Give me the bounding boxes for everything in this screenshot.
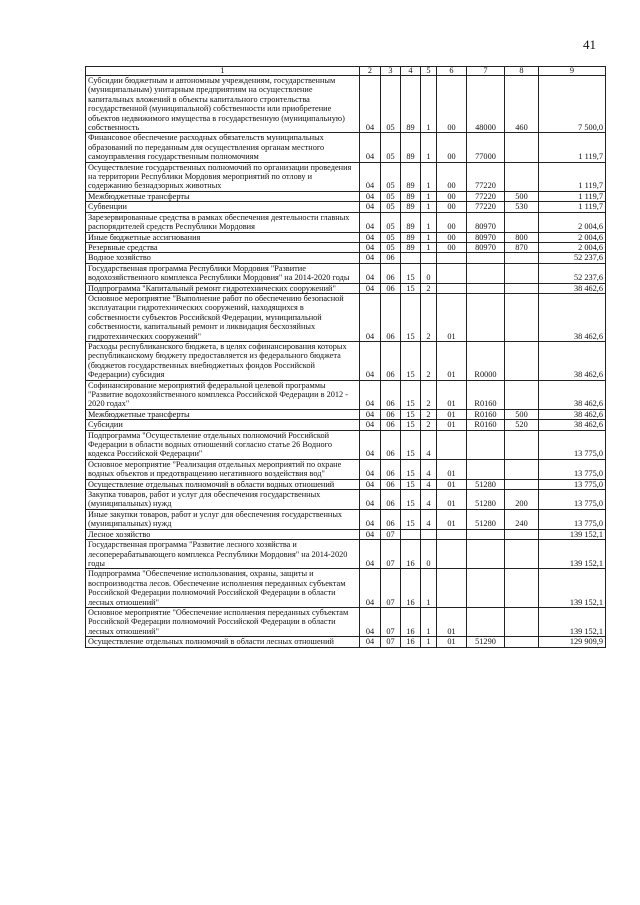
program-code-cell: 15 [401,263,421,283]
program-code-cell: 15 [401,293,421,341]
program-code-cell: 89 [401,162,421,191]
program-code-cell: 16 [401,607,421,636]
expense-type-cell: 240 [505,509,539,529]
subsection-code-cell: 05 [381,133,401,162]
row-name-cell: Основное мероприятие "Реализация отдельных мероприятий по охране водных объектов и предотвращению негативного воздействия вод" [86,459,360,479]
section-code-cell: 04 [360,540,381,569]
row-name-cell: Софинансирование мероприятий федеральной целевой программы "Развитие водохозяйственного комплекса Российской Федерации в 2012 - 2020 годах" [86,380,360,409]
subsection-code-cell: 07 [381,607,401,636]
subsection-code-cell: 06 [381,409,401,419]
program-code-cell: 89 [401,191,421,201]
row-name-cell: Межбюджетные трансферты [86,191,360,201]
program-code-cell: 89 [401,232,421,242]
row-name-cell: Основное мероприятие "Обеспечение исполнения переданных субъектам Российской Федерации полномочий Российской Федерации в области лесных отношений" [86,607,360,636]
expense-type-cell [505,430,539,459]
subsection-code-cell: 05 [381,232,401,242]
table-row [86,509,606,529]
program-code-cell: 15 [401,479,421,489]
program-code-cell: 15 [401,490,421,510]
subsection-code-cell: 05 [381,212,401,232]
subprogram-code-cell: 4 [421,459,437,479]
expense-type-cell: 500 [505,409,539,419]
subsection-code-cell: 06 [381,263,401,283]
subsection-code-cell: 06 [381,430,401,459]
subprogram-code-cell: 1 [421,191,437,201]
amount-cell: 1 119,7 [539,133,606,162]
direction-code-cell: 80970 [467,232,505,242]
amount-cell: 1 119,7 [539,191,606,201]
section-code-cell: 04 [360,76,381,133]
measure-code-cell [437,569,467,608]
expense-type-cell: 530 [505,202,539,212]
expense-type-cell [505,212,539,232]
subsection-code-cell: 06 [381,380,401,409]
section-code-cell: 04 [360,263,381,283]
section-code-cell: 04 [360,637,381,647]
expense-type-cell [505,540,539,569]
section-code-cell: 04 [360,380,381,409]
amount-cell: 2 004,6 [539,212,606,232]
table-row [86,293,606,341]
measure-code-cell: 01 [437,607,467,636]
subsection-code-cell: 07 [381,540,401,569]
subprogram-code-cell: 4 [421,490,437,510]
expense-type-cell: 460 [505,76,539,133]
table-row [86,191,606,201]
table-row [86,242,606,252]
column-header-2: 2 [360,67,381,76]
program-code-cell: 89 [401,212,421,232]
measure-code-cell [437,540,467,569]
column-header-9: 9 [539,67,606,76]
measure-code-cell: 01 [437,380,467,409]
table-row [86,430,606,459]
column-header-3: 3 [381,67,401,76]
subsection-code-cell: 06 [381,509,401,529]
measure-code-cell [437,263,467,283]
row-name-cell: Осуществление государственных полномочий по организации проведения на территории Республики Мордовия мероприятий по отлову и содержанию безнадзорных животных [86,162,360,191]
row-name-cell: Осуществление отдельных полномочий в области водных отношений [86,479,360,489]
amount-cell: 38 462,6 [539,293,606,341]
direction-code-cell [467,263,505,283]
section-code-cell: 04 [360,490,381,510]
expense-type-cell: 800 [505,232,539,242]
subsection-code-cell: 06 [381,283,401,293]
expense-type-cell: 200 [505,490,539,510]
section-code-cell: 04 [360,212,381,232]
direction-code-cell [467,293,505,341]
subsection-code-cell: 07 [381,637,401,647]
table-row [86,253,606,263]
subprogram-code-cell [421,529,437,539]
measure-code-cell: 01 [437,409,467,419]
subprogram-code-cell: 2 [421,341,437,380]
table-row [86,341,606,380]
expense-type-cell [505,293,539,341]
section-code-cell: 04 [360,607,381,636]
section-code-cell: 04 [360,162,381,191]
expense-type-cell [505,162,539,191]
subsection-code-cell: 06 [381,479,401,489]
program-code-cell: 16 [401,637,421,647]
direction-code-cell: 77000 [467,133,505,162]
measure-code-cell: 01 [437,637,467,647]
measure-code-cell: 00 [437,133,467,162]
direction-code-cell: R0160 [467,409,505,419]
amount-cell: 13 775,0 [539,479,606,489]
subsection-code-cell: 06 [381,293,401,341]
program-code-cell: 89 [401,202,421,212]
direction-code-cell: 51290 [467,637,505,647]
row-name-cell: Государственная программа "Развитие лесного хозяйства и лесоперерабатывающего комплекса Республики Мордовия" на 2014-2020 годы [86,540,360,569]
measure-code-cell: 00 [437,162,467,191]
section-code-cell: 04 [360,420,381,430]
table-row [86,637,606,647]
subsection-code-cell: 05 [381,242,401,252]
row-name-cell: Лесное хозяйство [86,529,360,539]
table-row [86,409,606,419]
expense-type-cell [505,607,539,636]
direction-code-cell [467,283,505,293]
section-code-cell: 04 [360,133,381,162]
subsection-code-cell: 05 [381,202,401,212]
table-row [86,479,606,489]
amount-cell: 1 119,7 [539,162,606,191]
subprogram-code-cell: 1 [421,637,437,647]
subprogram-code-cell [421,253,437,263]
measure-code-cell: 01 [437,420,467,430]
program-code-cell [401,529,421,539]
row-name-cell: Финансовое обеспечение расходных обязательств муниципальных образований по переданным для осуществления органам местного самоуправления государственным полномочиям [86,133,360,162]
direction-code-cell [467,540,505,569]
subprogram-code-cell: 1 [421,607,437,636]
amount-cell: 13 775,0 [539,430,606,459]
expense-type-cell: 520 [505,420,539,430]
direction-code-cell: 51280 [467,490,505,510]
program-code-cell: 15 [401,283,421,293]
amount-cell: 38 462,6 [539,283,606,293]
direction-code-cell: 77220 [467,202,505,212]
measure-code-cell [437,253,467,263]
column-header-7: 7 [467,67,505,76]
table-row [86,569,606,608]
program-code-cell: 15 [401,430,421,459]
measure-code-cell [437,283,467,293]
section-code-cell: 04 [360,509,381,529]
direction-code-cell: R0160 [467,420,505,430]
amount-cell: 2 004,6 [539,242,606,252]
program-code-cell: 89 [401,133,421,162]
section-code-cell: 04 [360,202,381,212]
subsection-code-cell: 07 [381,529,401,539]
expense-type-cell [505,459,539,479]
subprogram-code-cell: 0 [421,540,437,569]
row-name-cell: Зарезервированные средства в рамках обеспечения деятельности главных распорядителей средств Республики Мордовия [86,212,360,232]
subsection-code-cell: 06 [381,459,401,479]
budget-table-body [86,76,606,648]
section-code-cell: 04 [360,232,381,242]
subprogram-code-cell: 2 [421,293,437,341]
table-row [86,459,606,479]
amount-cell: 38 462,6 [539,341,606,380]
subprogram-code-cell: 4 [421,479,437,489]
expense-type-cell [505,637,539,647]
row-name-cell: Подпрограмма "Обеспечение использования, охраны, защиты и воспроизводства лесов. Обеспечение исполнения переданных субъектам Российской Федерации полномочий Российской Федерации в области лесных отношений" [86,569,360,608]
row-name-cell: Расходы республиканского бюджета, в целях софинансирования которых республиканскому бюджету предоставляется из федерального бюджета (бюджетов государственных внебюджетных фондов Российской Федерации) субсидия [86,341,360,380]
expense-type-cell: 500 [505,191,539,201]
program-code-cell: 16 [401,540,421,569]
expense-type-cell [505,253,539,263]
section-code-cell: 04 [360,242,381,252]
table-row [86,76,606,133]
row-name-cell: Основное мероприятие "Выполнение работ по обеспечению безопасной эксплуатации гидротехнических сооружений, находящихся в собственности субъектов Российской Федерации, муниципальной собственности, капитальный ремонт и ликвидация бесхозяйных гидротехнических сооружений" [86,293,360,341]
section-code-cell: 04 [360,479,381,489]
direction-code-cell [467,569,505,608]
row-name-cell: Подпрограмма "Капитальный ремонт гидротехнических сооружений" [86,283,360,293]
row-name-cell: Межбюджетные трансферты [86,409,360,419]
amount-cell: 1 119,7 [539,202,606,212]
direction-code-cell: 51280 [467,509,505,529]
subsection-code-cell: 06 [381,341,401,380]
measure-code-cell: 00 [437,242,467,252]
section-code-cell: 04 [360,529,381,539]
column-number-row [86,67,606,76]
subprogram-code-cell: 2 [421,283,437,293]
amount-cell: 139 152,1 [539,540,606,569]
program-code-cell: 15 [401,341,421,380]
section-code-cell: 04 [360,283,381,293]
subprogram-code-cell: 0 [421,263,437,283]
program-code-cell: 89 [401,242,421,252]
subprogram-code-cell: 2 [421,420,437,430]
column-header-1: 1 [86,67,360,76]
amount-cell: 38 462,6 [539,420,606,430]
table-row [86,420,606,430]
amount-cell: 38 462,6 [539,409,606,419]
measure-code-cell [437,529,467,539]
section-code-cell: 04 [360,569,381,608]
row-name-cell: Иные бюджетные ассигнования [86,232,360,242]
measure-code-cell: 01 [437,459,467,479]
measure-code-cell: 00 [437,232,467,242]
column-header-6: 6 [437,67,467,76]
table-row [86,232,606,242]
subsection-code-cell: 06 [381,490,401,510]
section-code-cell: 04 [360,293,381,341]
direction-code-cell: 48000 [467,76,505,133]
row-name-cell: Субсидии бюджетным и автономным учреждениям, государственным (муниципальным) унитарным предприятиям на осуществление капитальных вложений в объекты капитального строительства государственной (муниципальной) собственности или приобретение объектов недвижимого имущества в государственную (муниципальную) собственность [86,76,360,133]
row-name-cell: Закупка товаров, работ и услуг для обеспечения государственных (муниципальных) нужд [86,490,360,510]
row-name-cell: Резервные средства [86,242,360,252]
program-code-cell: 16 [401,569,421,608]
direction-code-cell: 51280 [467,479,505,489]
subsection-code-cell: 05 [381,191,401,201]
expense-type-cell: 870 [505,242,539,252]
amount-cell: 139 152,1 [539,607,606,636]
row-name-cell: Иные закупки товаров, работ и услуг для обеспечения государственных (муниципальных) нужд [86,509,360,529]
direction-code-cell: 77220 [467,191,505,201]
amount-cell: 139 152,1 [539,529,606,539]
section-code-cell: 04 [360,430,381,459]
table-row [86,540,606,569]
row-name-cell: Субвенции [86,202,360,212]
table-row [86,529,606,539]
program-code-cell: 15 [401,509,421,529]
direction-code-cell [467,253,505,263]
page-number: 41 [583,37,596,52]
amount-cell: 7 500,0 [539,76,606,133]
measure-code-cell: 00 [437,76,467,133]
row-name-cell: Государственная программа Республики Мордовия "Развитие водохозяйственного комплекса Республики Мордовия" на 2014-2020 годы [86,263,360,283]
measure-code-cell: 01 [437,341,467,380]
table-row [86,263,606,283]
amount-cell: 2 004,6 [539,232,606,242]
row-name-cell: Субсидии [86,420,360,430]
program-code-cell: 89 [401,76,421,133]
measure-code-cell: 00 [437,212,467,232]
amount-cell: 13 775,0 [539,509,606,529]
direction-code-cell [467,459,505,479]
subprogram-code-cell: 1 [421,232,437,242]
section-code-cell: 04 [360,191,381,201]
direction-code-cell: R0000 [467,341,505,380]
subsection-code-cell: 06 [381,420,401,430]
row-name-cell: Водное хозяйство [86,253,360,263]
subprogram-code-cell: 1 [421,569,437,608]
direction-code-cell [467,607,505,636]
section-code-cell: 04 [360,459,381,479]
amount-cell: 52 237,6 [539,253,606,263]
measure-code-cell: 01 [437,479,467,489]
amount-cell: 139 152,1 [539,569,606,608]
subprogram-code-cell: 2 [421,380,437,409]
section-code-cell: 04 [360,409,381,419]
direction-code-cell: 77220 [467,162,505,191]
subprogram-code-cell: 1 [421,76,437,133]
subprogram-code-cell: 1 [421,212,437,232]
table-row [86,283,606,293]
row-name-cell: Подпрограмма "Осуществление отдельных полномочий Российской Федерации в области водных отношений согласно статье 26 Водного кодекса Российской Федерации" [86,430,360,459]
table-row [86,607,606,636]
direction-code-cell: 80970 [467,242,505,252]
subsection-code-cell: 07 [381,569,401,608]
amount-cell: 129 909,9 [539,637,606,647]
column-header-5: 5 [421,67,437,76]
subprogram-code-cell: 1 [421,162,437,191]
direction-code-cell: 80970 [467,212,505,232]
table-row [86,380,606,409]
direction-code-cell: R0160 [467,380,505,409]
table-row [86,212,606,232]
column-header-4: 4 [401,67,421,76]
direction-code-cell [467,430,505,459]
program-code-cell: 15 [401,409,421,419]
measure-code-cell: 00 [437,191,467,201]
section-code-cell: 04 [360,253,381,263]
row-name-cell: Осуществление отдельных полномочий в области лесных отношений [86,637,360,647]
amount-cell: 38 462,6 [539,380,606,409]
expense-type-cell [505,569,539,608]
subprogram-code-cell: 2 [421,409,437,419]
column-header-8: 8 [505,67,539,76]
table-row [86,490,606,510]
subsection-code-cell: 05 [381,162,401,191]
program-code-cell: 15 [401,420,421,430]
subprogram-code-cell: 1 [421,202,437,212]
expense-type-cell [505,263,539,283]
measure-code-cell: 01 [437,509,467,529]
amount-cell: 52 237,6 [539,263,606,283]
measure-code-cell [437,430,467,459]
expense-type-cell [505,479,539,489]
expense-type-cell [505,283,539,293]
measure-code-cell: 01 [437,293,467,341]
expense-type-cell [505,380,539,409]
program-code-cell: 15 [401,380,421,409]
expense-type-cell [505,133,539,162]
measure-code-cell: 00 [437,202,467,212]
amount-cell: 13 775,0 [539,459,606,479]
subprogram-code-cell: 4 [421,430,437,459]
section-code-cell: 04 [360,341,381,380]
expense-type-cell [505,341,539,380]
subsection-code-cell: 05 [381,76,401,133]
table-row [86,162,606,191]
expense-type-cell [505,529,539,539]
subprogram-code-cell: 1 [421,242,437,252]
subsection-code-cell: 06 [381,253,401,263]
subprogram-code-cell: 4 [421,509,437,529]
table-row [86,133,606,162]
program-code-cell: 15 [401,459,421,479]
direction-code-cell [467,529,505,539]
amount-cell: 13 775,0 [539,490,606,510]
budget-table [85,66,606,648]
measure-code-cell: 01 [437,490,467,510]
subprogram-code-cell: 1 [421,133,437,162]
table-row [86,202,606,212]
program-code-cell [401,253,421,263]
